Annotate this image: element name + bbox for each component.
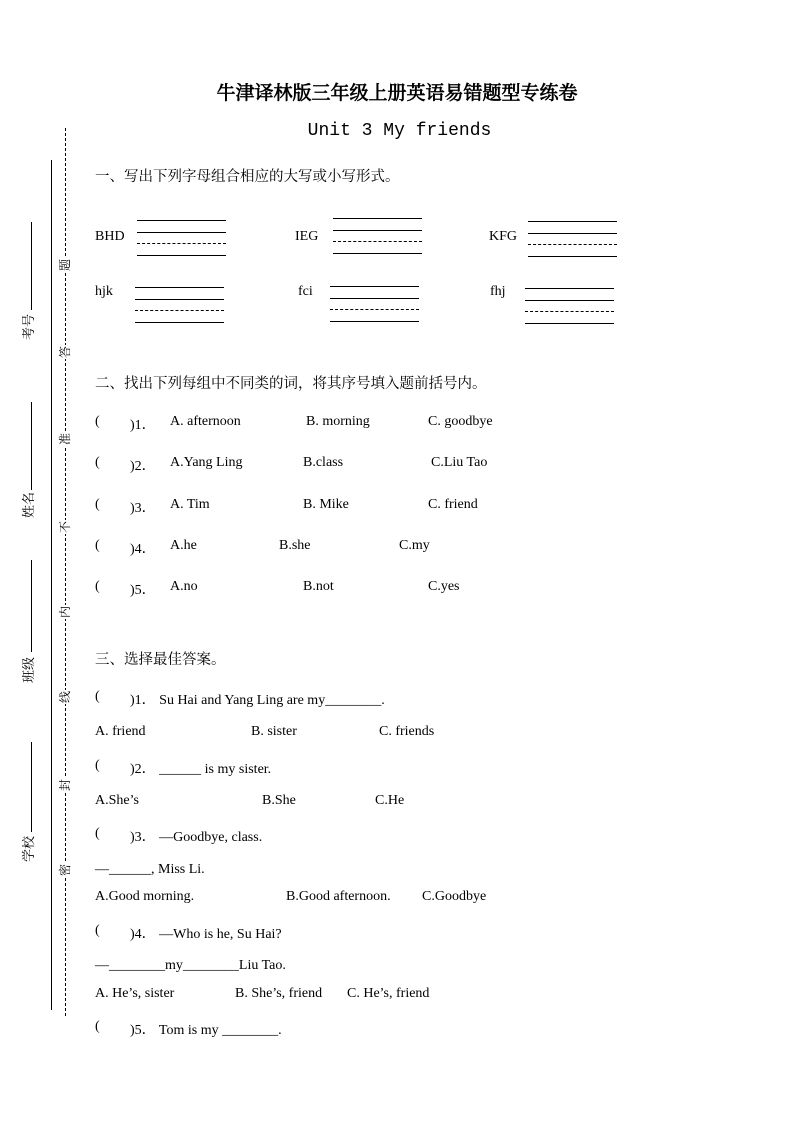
- field-label: 考号: [22, 313, 37, 340]
- write-line[interactable]: [137, 220, 226, 221]
- field-label: 班级: [22, 656, 37, 683]
- write-line[interactable]: [528, 244, 617, 245]
- option-c: C.my: [399, 538, 430, 553]
- answer-bracket[interactable]: (: [95, 455, 100, 470]
- write-line[interactable]: [135, 322, 224, 323]
- seal-char: 准: [58, 433, 72, 446]
- write-line[interactable]: [528, 221, 617, 222]
- write-line[interactable]: [525, 288, 614, 289]
- question-number: )3．: [130, 501, 156, 516]
- section3-heading: 三、选择最佳答案。: [95, 652, 226, 668]
- option-b: B. She’s, friend: [235, 986, 323, 1001]
- question-number: )4．: [130, 542, 156, 557]
- field-label: 学校: [22, 835, 37, 862]
- letter-prompt: KFG: [489, 229, 518, 244]
- letter-prompt: IEG: [295, 229, 319, 244]
- option-a: A. He’s, sister: [95, 986, 175, 1001]
- write-line[interactable]: [137, 232, 226, 233]
- seal-char: 内: [58, 606, 72, 619]
- seal-char: 不: [58, 521, 72, 534]
- write-line[interactable]: [525, 300, 614, 301]
- option-b: B. morning: [306, 414, 370, 429]
- option-a: A. Tim: [170, 497, 210, 512]
- option-b: B.not: [303, 579, 334, 594]
- option-b: B. sister: [251, 724, 297, 739]
- option-c: C.He: [375, 793, 405, 808]
- question-stem: )4． —Who is he, Su Hai?: [130, 927, 282, 942]
- letter-prompt: hjk: [95, 284, 113, 299]
- write-line[interactable]: [333, 218, 422, 219]
- field-underline: [31, 222, 32, 310]
- write-line[interactable]: [528, 233, 617, 234]
- page-title: 牛津译林版三年级上册英语易错题型专练卷: [216, 82, 578, 104]
- answer-bracket[interactable]: (: [95, 689, 100, 704]
- dialog-line: —________my________Liu Tao.: [95, 958, 286, 973]
- option-a: A. afternoon: [170, 414, 241, 429]
- option-a: A.She’s: [95, 793, 139, 808]
- question-stem: )3． —Goodbye, class.: [130, 830, 263, 845]
- write-line[interactable]: [333, 253, 422, 254]
- option-b: B.Good afternoon.: [286, 889, 391, 904]
- answer-bracket[interactable]: (: [95, 538, 100, 553]
- write-line[interactable]: [333, 241, 422, 242]
- answer-bracket[interactable]: (: [95, 414, 100, 429]
- option-c: C.Liu Tao: [431, 455, 488, 470]
- field-underline: [31, 742, 32, 832]
- write-line[interactable]: [525, 311, 614, 312]
- binding-solid-line: [51, 160, 52, 1010]
- seal-char: 密: [58, 864, 72, 877]
- field-underline: [31, 560, 32, 652]
- page-subtitle: Unit 3 My friends: [307, 121, 492, 141]
- option-c: C. friend: [428, 497, 478, 512]
- write-line[interactable]: [525, 323, 614, 324]
- option-b: B.She: [262, 793, 296, 808]
- write-line[interactable]: [330, 309, 419, 310]
- seal-char: 答: [58, 346, 72, 359]
- field-label: 姓名: [22, 491, 37, 518]
- write-line[interactable]: [135, 310, 224, 311]
- option-b: B. Mike: [303, 497, 349, 512]
- option-c: C. friends: [379, 724, 435, 739]
- letter-prompt: fci: [298, 284, 313, 299]
- write-line[interactable]: [137, 255, 226, 256]
- section1-heading: 一、写出下列字母组合相应的大写或小写形式。: [95, 169, 400, 185]
- write-line[interactable]: [135, 299, 224, 300]
- option-c: C.yes: [428, 579, 460, 594]
- write-line[interactable]: [135, 287, 224, 288]
- question-stem: )5． Tom is my ________.: [130, 1023, 282, 1038]
- option-c: C. He’s, friend: [347, 986, 430, 1001]
- write-line[interactable]: [330, 321, 419, 322]
- option-b: B.class: [303, 455, 344, 470]
- dialog-line: —______, Miss Li.: [95, 862, 205, 877]
- section2-heading: 二、找出下列每组中不同类的词，将其序号填入题前括号内。: [95, 376, 487, 392]
- answer-bracket[interactable]: (: [95, 497, 100, 512]
- option-c: C.Goodbye: [422, 889, 487, 904]
- answer-bracket[interactable]: (: [95, 579, 100, 594]
- answer-bracket[interactable]: (: [95, 923, 100, 938]
- seal-char: 线: [58, 691, 72, 704]
- option-a: A.Yang Ling: [170, 455, 243, 470]
- field-underline: [31, 402, 32, 490]
- option-a: A.no: [170, 579, 198, 594]
- question-number: )5．: [130, 583, 156, 598]
- question-number: )2．: [130, 459, 156, 474]
- option-c: C. goodbye: [428, 414, 493, 429]
- write-line[interactable]: [330, 298, 419, 299]
- seal-char: 封: [58, 779, 72, 792]
- option-a: A.he: [170, 538, 197, 553]
- letter-prompt: BHD: [95, 229, 125, 244]
- letter-prompt: fhj: [490, 284, 506, 299]
- answer-bracket[interactable]: (: [95, 1019, 100, 1034]
- question-stem: )2． ______ is my sister.: [130, 762, 272, 777]
- write-line[interactable]: [137, 243, 226, 244]
- option-a: A.Good morning.: [95, 889, 195, 904]
- answer-bracket[interactable]: (: [95, 826, 100, 841]
- option-b: B.she: [279, 538, 311, 553]
- write-line[interactable]: [333, 230, 422, 231]
- seal-char: 题: [58, 259, 72, 272]
- write-line[interactable]: [528, 256, 617, 257]
- write-line[interactable]: [330, 286, 419, 287]
- answer-bracket[interactable]: (: [95, 758, 100, 773]
- question-number: )1．: [130, 418, 156, 433]
- question-stem: )1． Su Hai and Yang Ling are my________.: [130, 693, 385, 708]
- option-a: A. friend: [95, 724, 146, 739]
